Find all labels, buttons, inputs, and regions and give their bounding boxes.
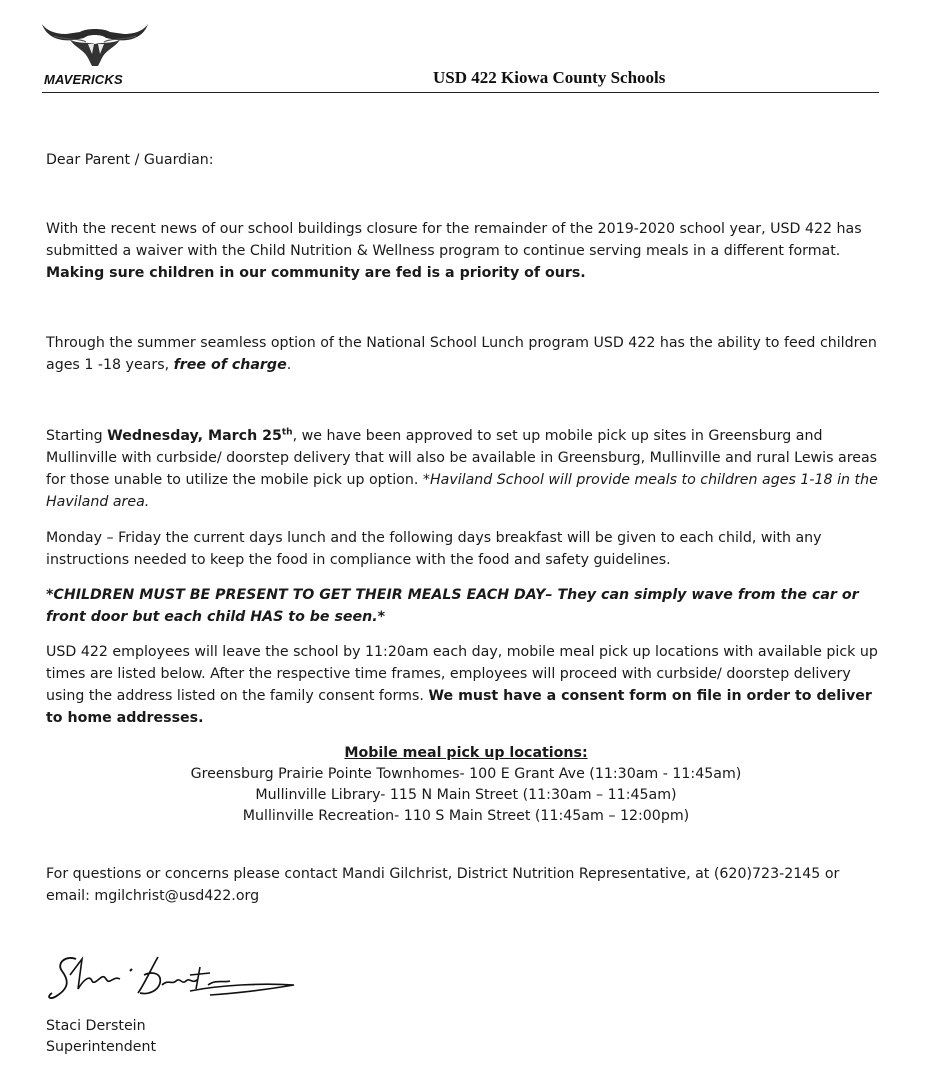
paragraph-delivery-text: USD 422 employees will leave the school by 11:20am each day, mobile meal pick up locations with available pick up times are listed below. After the respective time frames, employees will proceed with curbside/ doorstep delivery using the address listed on the family consent forms. [46, 644, 878, 704]
consent-form-note: We must have a consent form on file in order to deliver to home addresses. [46, 688, 872, 726]
pickup-locations [46, 743, 886, 827]
signatory-title: Superintendent [46, 1039, 157, 1055]
district-name: USD 422 Kiowa County Schools [433, 68, 666, 87]
haviland-note: *Haviland School will provide meals to children ages 1-18 in the Haviland area. [46, 472, 878, 510]
paragraph-delivery [46, 641, 886, 729]
start-date-text: Wednesday, March 25 [107, 428, 282, 444]
free-of-charge: free of charge [173, 357, 287, 373]
paragraph-closure-text: With the recent news of our school buildings closure for the remainder of the 2019-2020 school year, USD 422 has submitted a waiver with the Child Nutrition & Wellness program to continue serving meals in a different format. [46, 221, 862, 259]
paragraph-presence-requirement: *CHILDREN MUST BE PRESENT TO GET THEIR MEALS EACH DAY– They can simply wave from the car or front door but each child HAS to be seen.* [46, 587, 859, 625]
longhorn-logo-icon [40, 18, 150, 70]
paragraph-closure [46, 218, 886, 284]
paragraph-start-prefix: Starting [46, 428, 103, 444]
start-date-suffix: th [281, 427, 293, 438]
paragraph-summer-option [46, 332, 886, 376]
contact-info: For questions or concerns please contact Mandi Gilchrist, District Nutrition Representative, at (620)723-2145 or email: mgilchrist@usd422.org [46, 866, 840, 904]
mascot-name: MAVERICKS [44, 72, 123, 87]
pickup-location-item: Greensburg Prairie Pointe Townhomes- 100 E Grant Ave (11:30am - 11:45am) [190, 766, 742, 782]
paragraph-closure-bold: Making sure children in our community are fed is a priority of ours. [46, 265, 586, 281]
header-divider [42, 92, 879, 93]
pickup-locations-heading: Mobile meal pick up locations: [344, 745, 588, 761]
start-date [107, 428, 292, 444]
paragraph-start-date [46, 425, 886, 513]
paragraph-summer-end: . [286, 357, 292, 373]
handwritten-signature-icon [40, 945, 300, 1015]
paragraph-start-text: , we have been approved to set up mobile pick up sites in Greensburg and Mullinville with curbside/ doorstep delivery that will also be available in Greensburg, Mullinville and rural Lewis areas for those unable to utilize the mobile pick up option. [46, 428, 878, 488]
signatory-name: Staci Derstein [46, 1018, 146, 1034]
pickup-location-item: Mullinville Library- 115 N Main Street (11:30am – 11:45am) [255, 787, 677, 803]
greeting: Dear Parent / Guardian: [46, 152, 214, 168]
paragraph-summer-text: Through the summer seamless option of the National School Lunch program USD 422 has the ability to feed children ages 1 -18 years, [46, 335, 877, 373]
pickup-location-item: Mullinville Recreation- 110 S Main Street (11:45am – 12:00pm) [242, 808, 690, 824]
paragraph-meal-schedule: Monday – Friday the current days lunch and the following days breakfast will be given to each child, with any instructions needed to keep the food in compliance with the food and safety guidelines. [46, 530, 822, 568]
signatory [46, 1016, 156, 1058]
